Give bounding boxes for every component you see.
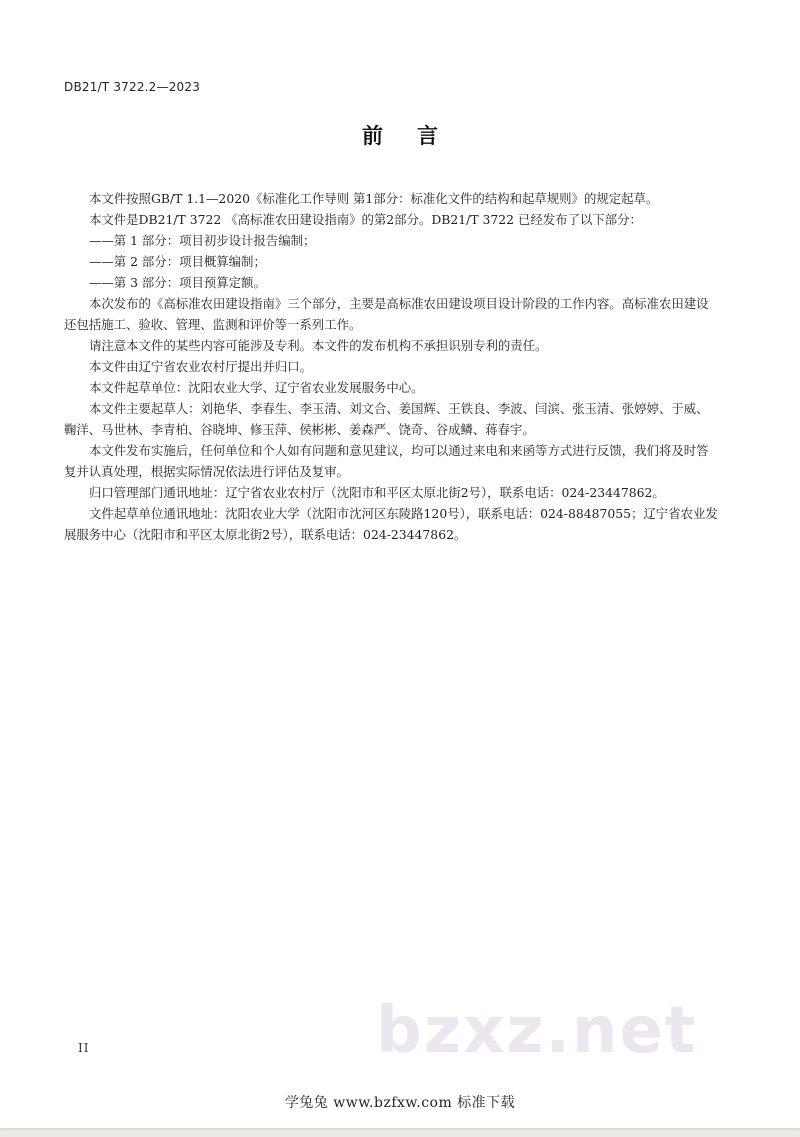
paragraph: 文件起草单位通讯地址：沈阳农业大学（沈阳市沈河区东陵路120号），联系电话：024-88487055；辽宁省农业发展服务中心（沈阳市和平区太原北街2号），联系电话：024-23447862。 (64, 506, 718, 542)
watermark: bzxz.net (376, 994, 698, 1068)
paragraph: 本文件是DB21/T 3722 《高标准农田建设指南》的第2部分。DB21/T 3722 已经发布了以下部分： (89, 212, 642, 227)
paragraph: 本文件起草单位：沈阳农业大学、辽宁省农业发展服务中心。 (89, 380, 424, 395)
paragraph: 本文件按照GB/T 1.1—2020《标准化工作导则 第1部分：标准化文件的结构和起草规则》的规定起草。 (89, 191, 659, 206)
page-number: II (78, 1041, 90, 1055)
paragraph: 请注意本文件的某些内容可能涉及专利。本文件的发布机构不承担识别专利的责任。 (89, 338, 548, 353)
document-code: DB21/T 3722.2—2023 (64, 80, 201, 94)
paragraph: 本文件发布实施后，任何单位和个人如有问题和意见建议，均可以通过来电和来函等方式进行反馈，我们将及时答复并认真处理，根据实际情况依法进行评估及复审。 (64, 443, 709, 479)
list-item: ——第 1 部分：项目初步设计报告编制； (89, 233, 316, 248)
document-body (64, 188, 720, 545)
list-item: ——第 2 部分：项目概算编制； (89, 254, 266, 269)
list-item: ——第 3 部分：项目预算定额。 (89, 275, 266, 290)
footer-text: 学兔兔 www.bzfxw.com 标准下载 (284, 1095, 516, 1111)
page-title: 前言 (362, 124, 472, 148)
paragraph: 本文件主要起草人：刘艳华、李春生、李玉清、刘文合、姜国辉、王铁良、李波、闫滨、张玉清、张婷婷、于威、鞠洋、马世林、李青柏、谷晓坤、修玉萍、侯彬彬、姜森严、饶奇、谷成鳞、蒋春宇。 (64, 401, 709, 437)
paragraph: 归口管理部门通讯地址：辽宁省农业农村厅（沈阳市和平区太原北街2号），联系电话：024-23447862。 (89, 485, 665, 500)
paragraph: 本文件由辽宁省农业农村厅提出并归口。 (89, 359, 313, 374)
paragraph: 本次发布的《高标准农田建设指南》三个部分，主要是高标准农田建设项目设计阶段的工作内容。高标准农田建设还包括施工、验收、管理、监测和评价等一系列工作。 (64, 296, 709, 332)
